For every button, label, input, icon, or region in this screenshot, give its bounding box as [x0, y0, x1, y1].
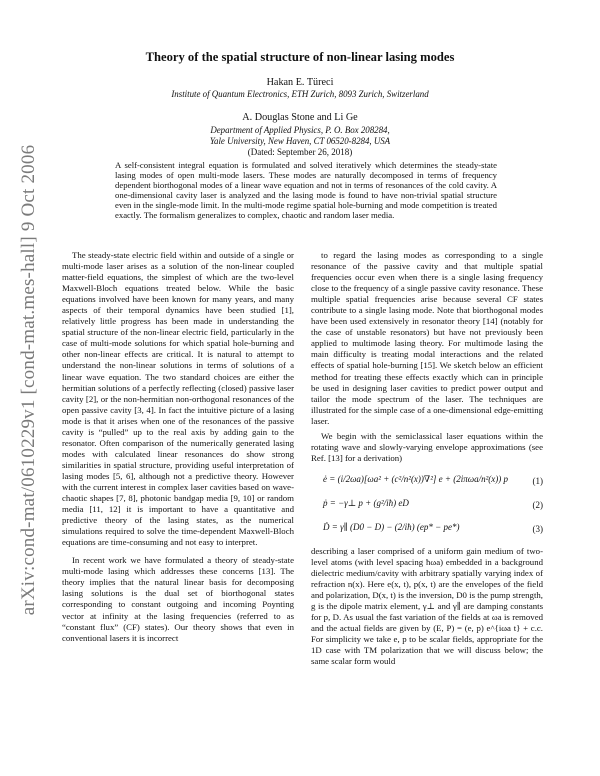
equation-number: (3) [532, 523, 543, 534]
affiliation-1: Institute of Quantum Electronics, ETH Zurich, 8093 Zurich, Switzerland [171, 89, 429, 99]
equation-3 [311, 518, 543, 542]
arxiv-stamp [14, 110, 44, 650]
paragraph: The steady-state electric field within and outside of a single or multi-mode laser arises as a solution of the non-linear coupled matter-field equations, the simplest of which are the two-level Maxwell-Bloch equations treated below. While the basic equations involved have been known for many years, and many aspects of their temporal dynamics have been studied [1], relatively little progress has been made in understanding the spatial structure of the non-linear electric field, particularly in the case of multi-mode solutions for which spatial hole-burning and other non-linear effects are critical. It is natural to attempt to understand the non-linear solutions in terms of solutions of a linear wave equation. The two standard choices are either the hermitian solutions of a perfectly reflecting (closed) passive laser cavity [2], or the non-hermitian non-orthogonal resonances of the open passive cavity [3, 4]. In fact the intuitive picture of a lasing mode is that it arises when one of the resonances of the passive cavity is “pulled” up to the real axis by adding gain to the resonator. Often comparison of the numerically generated lasing modes with calculated linear resonances do show strong similarities in spatial structure, providing useful interpretation of lasing modes [5, 6], although not a predictive theory. However with the current interest in complex laser cavities based on wave-chaotic shapes [7, 8], photonic bandgap media [9, 10] or random media [11, 12] it is important to have a quantitative and predictive theory of the lasing states, as the numerical simulations required to solve the time-dependent Maxwell-Bloch equations are time-consuming and not easy to interpret. [62, 250, 294, 548]
equation-block [311, 470, 543, 542]
equation-2 [311, 494, 543, 518]
equation-rhs: = γ∥ (D0 − D) − (2/iħ) (ep* − pe*) [331, 521, 460, 532]
paragraph: to regard the lasing modes as corresponding to a single resonance of the passive cavity and that multiple spatial frequencies occur even when there is a single lasing frequency close to the frequency of a single passive cavity resonance. These multiple spatial frequencies arise because several CF states contribute to a single lasing mode. Note that biorthogonal modes have been used extensively in resonator theory [14] (notably for the case of unstable resonators) but have not previously been applied to multimode lasing theory. For multimode lasing the main difficulty is treating modal interactions and the related effects of spatial hole-burning [15]. We sketch below an efficient method for treating these effects exactly which can in principle be used in designing laser cavities to predict power output and tailor the mode spectrum of the laser. The techniques are illustrated for the simple case of a one-dimensional edge-emitting laser. [311, 250, 543, 426]
left-column [62, 250, 294, 644]
equation-1 [311, 470, 543, 494]
abstract: A self-consistent integral equation is formulated and solved iteratively which determines the steady-state lasing modes of open multi-mode lasers. These modes are naturally decomposed in terms of frequency dependent biorthogonal modes of a linear wave equation and not in terms of resonances of the cold cavity. A one-dimensional cavity laser is analyzed and the lasing mode is found to have non-trivial spatial structure even in the single-mode limit. In the multi-mode regime spatial hole-burning and mode competition is treated exactly. The formalism generalizes to complex, chaotic and random laser media. [115, 160, 497, 221]
equation-rhs: = (i/2ωa)[ωa² + (c²/n²(x))∇²] e + (2iπωa/n²(x)) p [329, 473, 509, 484]
dated-line: (Dated: September 26, 2018) [247, 147, 353, 157]
equation-lhs: ė [323, 473, 327, 484]
equation-lhs: ṗ [323, 497, 328, 508]
affiliation-2a: Department of Applied Physics, P. O. Box 208284, [210, 125, 390, 135]
equation-number: (2) [532, 499, 543, 510]
paragraph: describing a laser comprised of a uniform gain medium of two-level atoms (with level spacing ħωa) embedded in a background dielectric medium/cavity with arbitrary spatially varying index of refraction n(x). Here e(x, t), p(x, t) are the envelopes of the field and polarization, D(x, t) is the inversion, D0 is the pump strength, g is the dipole matrix element, γ⊥ and γ∥ are damping constants for p, D. As usual the fast variation of the fields at ωa is removed and the actual fields are given by (E, P) = (e, p) e^{iωa t} + c.c. For simplicity we take e, p to be scalar fields, appropriate for the 1D case with TM polarization that we will discuss below; the same scalar form would [311, 545, 543, 667]
paper-title: Theory of the spatial structure of non-linear lasing modes [145, 50, 455, 64]
author-1: Hakan E. Türeci [266, 77, 334, 88]
arxiv-stamp-text: arXiv:cond-mat/0610229v1 [cond-mat.mes-hall] 9 Oct 2006 [18, 144, 39, 616]
right-column [311, 250, 543, 667]
equation-lhs: Ḋ [323, 521, 330, 532]
equation-number: (1) [532, 475, 543, 486]
author-2: A. Douglas Stone and Li Ge [242, 112, 358, 123]
paragraph: In recent work we have formulated a theory of steady-state multi-mode lasing which addresses these concerns [13]. The theory implies that the natural linear basis for decomposing lasing solutions is the dual set of biorthogonal states corresponding to constant outgoing and incoming Poynting vector at infinity at the lasing frequencies (referred to as “constant flux” (CF) states). Our theory shows that even in conventional lasers it is incorrect [62, 555, 294, 643]
equation-rhs: = −γ⊥ p + (g²/iħ) eD [329, 497, 409, 508]
affiliation-2b: Yale University, New Haven, CT 06520-8284, USA [209, 136, 391, 146]
paragraph: We begin with the semiclassical laser equations within the rotating wave and slowly-varying envelope approximations (see Ref. [13] for a derivation) [311, 430, 543, 463]
